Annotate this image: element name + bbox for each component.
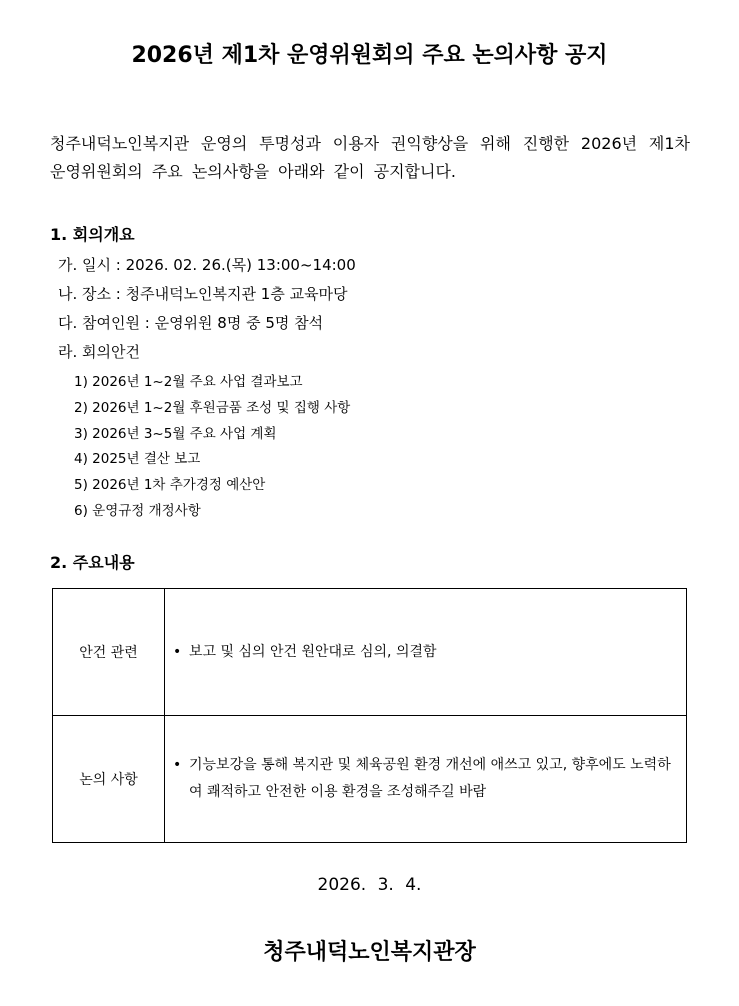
meeting-overview-list: [58, 253, 356, 369]
row-description: [165, 589, 687, 716]
row-description: [165, 716, 687, 843]
notice-date: 2026. 3. 4.: [317, 875, 422, 895]
agenda-list: [74, 371, 350, 526]
agenda-item: 3) 2026년 3~5월 주요 사업 계획: [74, 425, 277, 442]
signature: 청주내덕노인복지관장: [263, 940, 476, 965]
intro-paragraph: 청주내덕노인복지관 운영의 투명성과 이용자 권익향상을 위해 진행한 2026년 제1차 운영위원회의 주요 논의사항을 아래와 같이 공지합니다.: [50, 134, 690, 181]
section-heading-overview: 1. 회의개요: [50, 225, 135, 244]
document-title: 2026년 제1차 운영위원회의 주요 논의사항 공지: [131, 43, 608, 68]
main-content-table: [52, 588, 687, 843]
agenda-item: 5) 2026년 1차 추가경정 예산안: [74, 477, 266, 494]
overview-item-datetime: 가. 일시 : 2026. 02. 26.(목) 13:00~14:00: [58, 256, 356, 274]
agenda-item: 4) 2025년 결산 보고: [74, 451, 201, 468]
agenda-item: 1) 2026년 1~2월 주요 사업 결과보고: [74, 374, 303, 390]
row-label: 논의 사항: [53, 716, 165, 843]
bullet-icon: •: [173, 643, 182, 660]
overview-item-attendees: 다. 참여인원 : 운영위원 8명 중 5명 참석: [58, 314, 324, 332]
row-text: 기능보강을 통해 복지관 및 체육공원 환경 개선에 애쓰고 있고, 향후에도 노력하여 쾌적하고 안전한 이용 환경을 조성해주길 바람: [189, 757, 671, 800]
agenda-item: 2) 2026년 1~2월 후원금품 조성 및 집행 사항: [74, 399, 351, 416]
bullet-icon: •: [173, 757, 182, 773]
overview-item-agenda: 라. 회의안건: [58, 343, 140, 361]
overview-item-location: 나. 장소 : 청주내덕노인복지관 1층 교육마당: [58, 285, 348, 303]
table-row: [53, 589, 687, 716]
agenda-item: 6) 운영규정 개정사항: [74, 502, 201, 519]
section-heading-main-content: 2. 주요내용: [50, 553, 135, 572]
table-row: [53, 716, 687, 843]
row-text: 보고 및 심의 안건 원안대로 심의, 의결함: [189, 643, 437, 660]
row-label: 안건 관련: [53, 589, 165, 716]
